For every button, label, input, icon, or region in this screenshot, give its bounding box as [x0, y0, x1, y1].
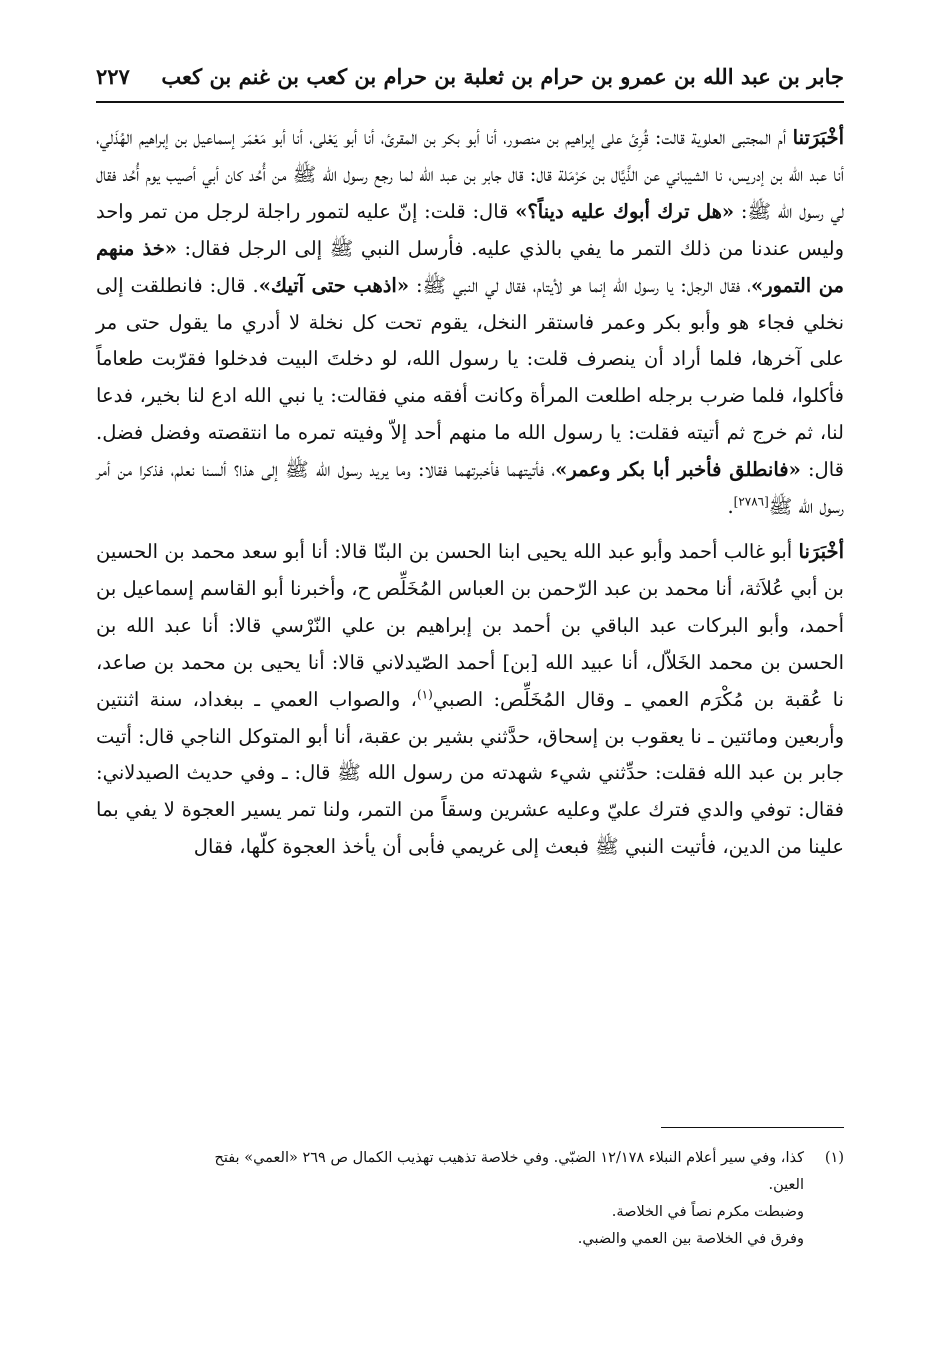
footnote-line-2: العين.	[768, 1177, 804, 1193]
page-number: ٢٢٧	[96, 64, 130, 89]
paragraph-1-quote-4: «فانطلق فأخبر أبا بكر وعمر»	[555, 458, 801, 482]
footnotes	[96, 1145, 844, 1253]
paragraph-1-text-1: أم المجتبى العلوية قالت: قُرِئ على إبراهيم بن منصور، أنا أبو بكر بن المقرئ، أنا أبو يَعْلى، أنا أبو مَعْمَر إسماعيل بن إبراهيم الهُذَلي، أنا عبد الله بن إدريس، نا الشيباني عن الذَّيَّال بن حَرْمَلة قال: قال جابر بن عبد الله لما رجع رسول الله ﷺ من أُحُد كان أبي أصيب يوم أُحُد فقال لي رسول الله ﷺ:	[96, 126, 844, 223]
paragraph-1-text-5: ، فأتيتهما فأخبرتهما فقالا: وما يريد رسول الله ﷺ إلى هذا؟ ألسنا نعلم، فذكرا من أمر رسول الله ﷺ	[96, 458, 844, 519]
paragraph-1	[96, 120, 844, 526]
footnote-text-1: كذا، وفي سير أعلام النبلاء ١٢/١٧٨ الضبّي. وفي خلاصة تذهيب تهذيب الكمال ص ٢٦٩ «العمي» بفتح	[214, 1150, 804, 1166]
footnote-line-1	[96, 1145, 844, 1172]
paragraph-2-lead: أخْبَرَنا	[798, 539, 844, 563]
hadith-reference-number: [٢٧٨٦]	[733, 494, 769, 509]
main-text	[96, 120, 844, 866]
paragraph-2-text-1: أبو غالب أحمد وأبو عبد الله يحيى ابنا الحسن بن البنّا قالا: أنا أبو سعد محمد بن الحسين بن أبي عُلاَثة، أنا محمد بن عبد الرّحمن بن العباس المُخَلِّص ح، وأخبرنا أبو القاسم إسماعيل بن أحمد، وأبو البركات عبد الباقي بن أحمد بن إبراهيم بن علي النّرْسي قالا: أنا عبد الله بن الحسن بن محمد الخَلاّل، أنا عبيد الله [بن] أحمد الصّيدلاني قالا: أنا يحيى بن محمد بن صاعد، نا عُقبة بن مُكْرَم العمي ـ وقال المُخَلِّص: الصبي	[96, 539, 844, 711]
paragraph-1-lead: أخْبَرَتنا	[792, 126, 844, 149]
paragraph-1-text-3: ، فقال الرجل: يا رسول الله إنما هو لأيتام، فقال لي النبي ﷺ:	[409, 273, 751, 297]
paragraph-2-text-2: ، والصواب العمي ـ ببغداد، سنة اثنتين وأربعين ومائتين ـ نا يعقوب بن إسحاق، حدَّثني بشير بن عقبة، أنا أبو المتوكل الناجي قال: أتيت جابر بن عبد الله فقلت: حدِّثني شيء شهدته من رسول الله ﷺ قال: ـ وفي حديث الصيدلاني: فقال: توفي والدي فترك عليّ وعليه عشرين وسقاً من التمر، ولنا تمر يسير العجوة لا يفي بما علينا من الدين، فأتيت النبي ﷺ فبعث إلى غريمي فأبى أن يأخذ العجوة كلّها، فقال	[96, 687, 844, 859]
paragraph-1-quote-1: «هل ترك أبوك عليه ديناً؟»	[515, 199, 735, 223]
footnote-rule	[661, 1127, 844, 1128]
footnote-line-4: وفرق في الخلاصة بين العمي والضبي.	[577, 1231, 804, 1247]
paragraph-1-quote-3: «اذهب حتى آتيك»	[258, 273, 410, 297]
paragraph-1-quote-2: «خذ منهم من التمور»	[96, 236, 844, 297]
running-header	[96, 58, 844, 98]
paragraph-1-text-6: .	[727, 495, 734, 519]
footnote-line-3: وضبطت مكرم نصاً في الخلاصة.	[611, 1204, 804, 1220]
header-rule	[96, 101, 844, 103]
paragraph-1-text-2: قال: قلت: إنّ عليه لتمور راجلة لرجل من تمر واحد وليس عندنا من ذلك التمر ما يفي بالذي عليه. فأرسل النبي ﷺ إلى الرجل فقال:	[96, 199, 845, 260]
paragraph-2	[96, 534, 844, 866]
footnote-number: (١)	[824, 1150, 844, 1166]
footnote-marker: (١)	[416, 687, 433, 702]
paragraph-1-text-4: . قال: فانطلقت إلى نخلي فجاء هو وأبو بكر وعمر فاستقر النخل، يقوم تحت كل نخلة لا أدري ما يقول حتى مر على آخرها، فلما أراد أن ينصرف قلت: يا رسول الله، لو دخلتَ البيت فدخلوا فقرّبت طعاماً فأكلوا، فلما ضرب برجله اطلعت المرأة وكانت أفقه مني فقالت: يا نبي الله ادع لنا بخير، فدعا لنا، ثم خرج ثم أتيته فقلت: يا رسول الله ما منهم أحد إلاّ وفيته تمره ما انتقصته وفضل فضل. قال:	[96, 273, 844, 482]
header-title: جابر بن عبد الله بن عمرو بن حرام بن ثعلبة بن حرام بن كعب بن غنم بن كعب	[161, 64, 844, 89]
